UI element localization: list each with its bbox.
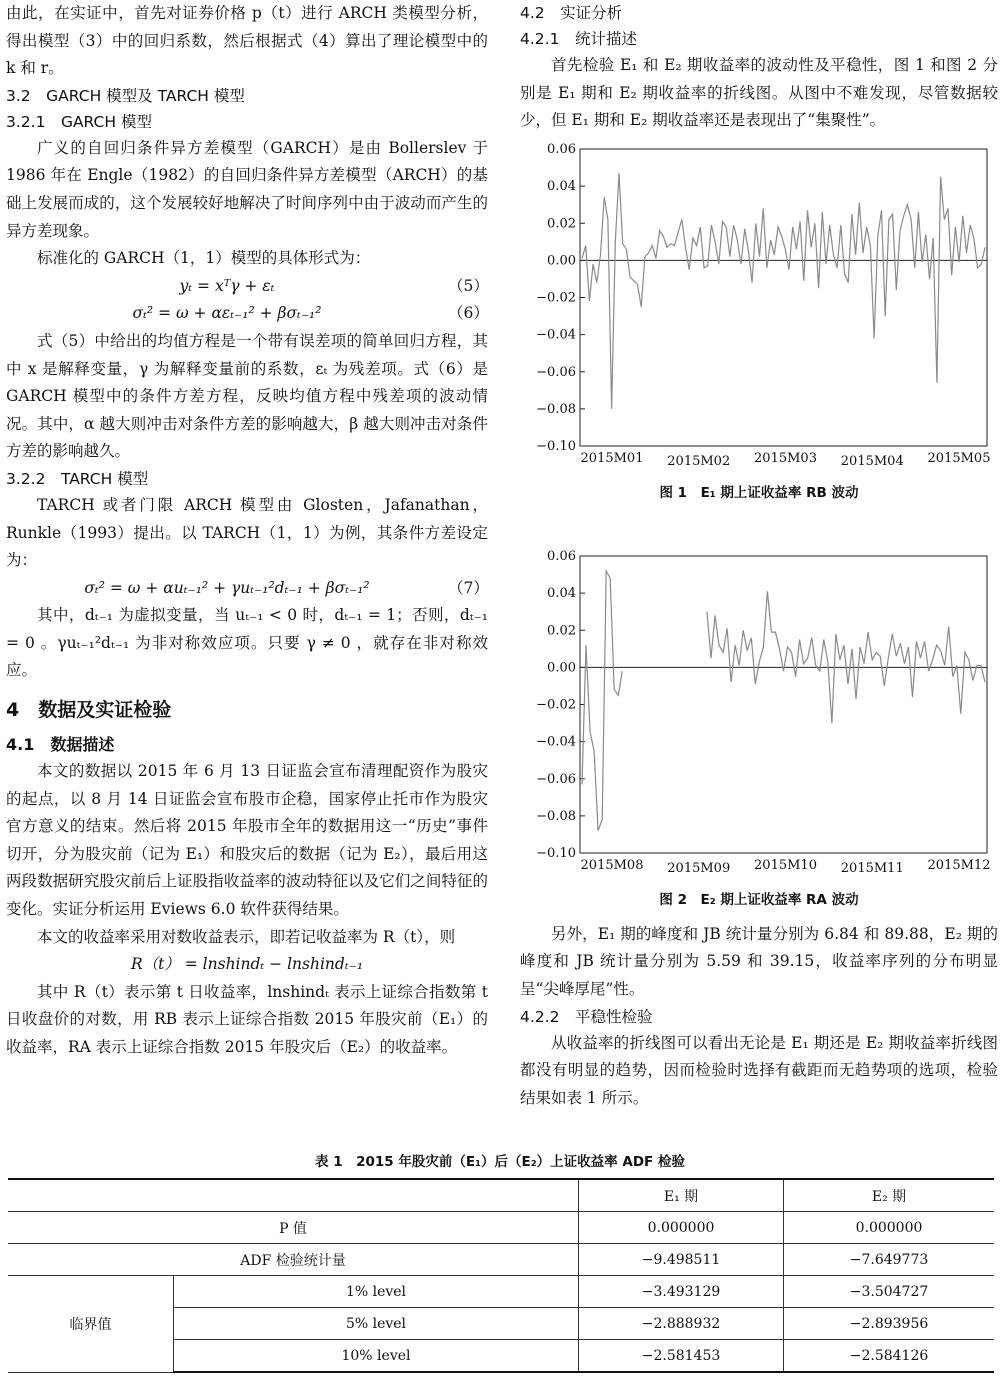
paragraph: 标准化的 GARCH（1，1）模型的具体形式为：	[37, 249, 371, 268]
adf-table	[8, 1178, 994, 1373]
y-tick-label: −0.08	[536, 808, 576, 824]
row-label-critical: 临界值	[8, 1276, 174, 1373]
paragraph: 由此，在实证中，首先对证券价格 p（t）进行 ARCH 类模型分析，得出模型（3）中的回归系数，然后根据式（4）算出了理论模型中的 k 和 r。	[6, 4, 488, 78]
y-tick-label: 0.04	[547, 585, 576, 601]
x-tick-label: 2015M01	[580, 450, 644, 466]
cell: −2.581453	[579, 1340, 784, 1373]
y-tick-label: 0.00	[547, 660, 576, 676]
x-tick-label: 2015M02	[667, 453, 731, 469]
series-line	[582, 173, 985, 409]
level-label: 5% level	[174, 1308, 579, 1340]
left-column	[6, 0, 488, 1062]
x-tick-label: 2015M12	[927, 857, 991, 873]
cell: −2.888932	[579, 1308, 784, 1340]
table-row	[8, 1244, 994, 1276]
paragraph: 其中 R（t）表示第 t 日收益率，lnshindₜ 表示上证综合指数第 t 日收盘价的对数，用 RB 表示上证综合指数 2015 年股灾前（E₁）的收益率，RA 表示上证综合指数 2015 年股灾后（E₂）的收益率。	[6, 982, 488, 1056]
right-column	[520, 0, 998, 1112]
cell: 0.000000	[579, 1212, 784, 1244]
y-tick-label: −0.06	[536, 364, 576, 380]
plot-frame	[580, 149, 987, 446]
section-heading-4-2: 4.2 实证分析	[520, 4, 623, 22]
y-tick-label: 0.02	[547, 623, 576, 639]
paragraph: 从收益率的折线图可以看出无论是 E₁ 期还是 E₂ 期收益率折线图都没有明显的趋势，因而检验时选择有截距而无趋势项的选项，检验结果如表 1 所示。	[520, 1033, 998, 1107]
cell: 0.000000	[784, 1212, 995, 1244]
figure-2-chart	[520, 550, 998, 885]
y-tick-label: 0.04	[547, 178, 576, 194]
table-header-row	[8, 1179, 994, 1212]
y-tick-label: −0.10	[536, 845, 576, 861]
x-tick-label: 2015M08	[580, 857, 644, 873]
equation-number: （5）	[448, 276, 489, 295]
y-tick-label: −0.10	[536, 438, 576, 454]
x-tick-label: 2015M05	[927, 450, 991, 466]
paragraph: 本文的数据以 2015 年 6 月 13 日证监会宣布清理配资作为股灾的起点，以 8 月 14 日证监会宣布股市企稳，国家停止托市作为股灾官方意义的结束。然后将 2015 年股市全年的数据用这一“历史”事件切开，分为股灾前（记为 E₁）和股灾后的数据（记为 E₂），最后用这两段数据研究股灾前后上证股指收益率的波动特征以及它们之间特征的变化。实证分析运用 Eviews 6.0 软件获得结果。	[6, 762, 488, 919]
section-heading-4-1: 4.1 数据描述	[6, 735, 115, 755]
figure-1-chart	[520, 143, 998, 478]
x-tick-label: 2015M03	[754, 450, 817, 466]
figure-2-caption: 图 2 E₂ 期上证收益率 RA 波动	[659, 891, 859, 908]
row-label-adf: ADF 检验统计量	[8, 1244, 579, 1276]
plot-frame	[580, 556, 987, 853]
paragraph: 其中，dₜ₋₁ 为虚拟变量，当 uₜ₋₁ < 0 时，dₜ₋₁ = 1；否则，dₜ₋₁ = 0 。γuₜ₋₁²dₜ₋₁ 为非对称效应项。只要 γ ≠ 0 ，就存在非对称效应。	[6, 606, 488, 680]
section-heading-4-2-2: 4.2.2 平稳性检验	[520, 1007, 653, 1026]
cell: −2.584126	[784, 1340, 995, 1373]
equation-7	[6, 575, 488, 603]
table-1-caption: 表 1 2015 年股灾前（E₁）后（E₂）上证收益率 ADF 检验	[315, 1154, 685, 1170]
y-tick-label: 0.02	[547, 216, 576, 232]
table-header-e1: E₁ 期	[579, 1179, 784, 1212]
cell: −9.498511	[579, 1244, 784, 1276]
y-tick-label: −0.04	[536, 327, 576, 343]
y-tick-label: −0.06	[536, 771, 576, 787]
y-tick-label: −0.08	[536, 401, 576, 417]
paragraph: 式（5）中给出的均值方程是一个带有误差项的简单回归方程，其中 x 是解释变量，γ 为解释变量前的系数，εₜ 为残差项。式（6）是 GARCH 模型中的条件方差方程，反映均值方程中残差项的波动情况。其中，α 越大则冲击对条件方差的影响越大，β 越大则冲击对条件方差的影响越久。	[6, 331, 488, 461]
table-corner	[8, 1179, 579, 1212]
level-label: 1% level	[174, 1276, 579, 1308]
y-tick-label: 0.06	[547, 549, 576, 564]
level-label: 10% level	[174, 1340, 579, 1373]
cell: −3.504727	[784, 1276, 995, 1308]
y-tick-label: −0.04	[536, 734, 576, 750]
y-tick-label: 0.06	[547, 142, 576, 157]
equation-body: σₜ² = ω + αuₜ₋₁² + γuₜ₋₁²dₜ₋₁ + βσₜ₋₁²	[84, 578, 370, 597]
cell: −2.893956	[784, 1308, 995, 1340]
table-header-e2: E₂ 期	[784, 1179, 995, 1212]
equation-6	[6, 300, 488, 328]
equation-number: （7）	[448, 578, 489, 597]
paragraph: TARCH 或者门限 ARCH 模型由 Glosten，Jafanathan，Runkle（1993）提出。以 TARCH（1，1）为例，其条件方差设定为：	[6, 495, 488, 570]
section-heading-4-2-1: 4.2.1 统计描述	[520, 30, 637, 48]
section-heading-4: 4 数据及实证检验	[6, 699, 172, 722]
section-heading-3-2-2: 3.2.2 TARCH 模型	[6, 469, 149, 488]
equation-returns	[6, 951, 488, 979]
equation-body: yₜ = xᵀγ + εₜ	[179, 276, 275, 295]
x-tick-label: 2015M11	[840, 860, 904, 876]
x-tick-label: 2015M04	[840, 453, 904, 469]
section-heading-3-2: 3.2 GARCH 模型及 TARCH 模型	[6, 86, 245, 105]
cell: −3.493129	[579, 1276, 784, 1308]
paragraph: 首先检验 E₁ 和 E₂ 期收益率的波动性及平稳性，图 1 和图 2 分别是 E₁ 期和 E₂ 期收益率的折线图。从图中不难发现，尽管数据较少，但 E₁ 期和 E₂ 期收益率还是表现出了“集聚性”。	[520, 56, 998, 130]
x-tick-label: 2015M10	[754, 857, 817, 873]
y-tick-label: −0.02	[536, 290, 576, 306]
equation-body: R（t） = lnshindₜ − lnshindₜ₋₁	[130, 955, 364, 974]
section-heading-3-2-1: 3.2.1 GARCH 模型	[6, 112, 152, 131]
paragraph: 广义的自回归条件异方差模型（GARCH）是由 Bollerslev 于 1986 年在 Engle（1982）的自回归条件异方差模型（ARCH）的基础上发展而成的，这个发展较好地解决了时间序列中由于波动而产生的异方差现象。	[6, 138, 488, 240]
equation-body: σₜ² = ω + αεₜ₋₁² + βσₜ₋₁²	[132, 304, 322, 323]
row-label-p: P 值	[8, 1212, 579, 1244]
cell: −7.649773	[784, 1244, 995, 1276]
series-line	[582, 571, 985, 831]
y-tick-label: −0.02	[536, 697, 576, 713]
x-tick-label: 2015M09	[667, 860, 731, 876]
table-row	[8, 1212, 994, 1244]
table-row	[8, 1276, 994, 1308]
figure-1-caption: 图 1 E₁ 期上证收益率 RB 波动	[659, 484, 859, 501]
y-tick-label: 0.00	[547, 253, 576, 269]
equation-5	[6, 273, 488, 301]
paragraph: 另外，E₁ 期的峰度和 JB 统计量分别为 6.84 和 89.88，E₂ 期的峰度和 JB 统计量分别为 5.59 和 39.15，收益率序列的分布明显呈“尖峰厚尾”性。	[520, 924, 998, 998]
paragraph: 本文的收益率采用对数收益表示，即若记收益率为 R（t），则	[37, 927, 456, 946]
equation-number: （6）	[448, 304, 489, 323]
